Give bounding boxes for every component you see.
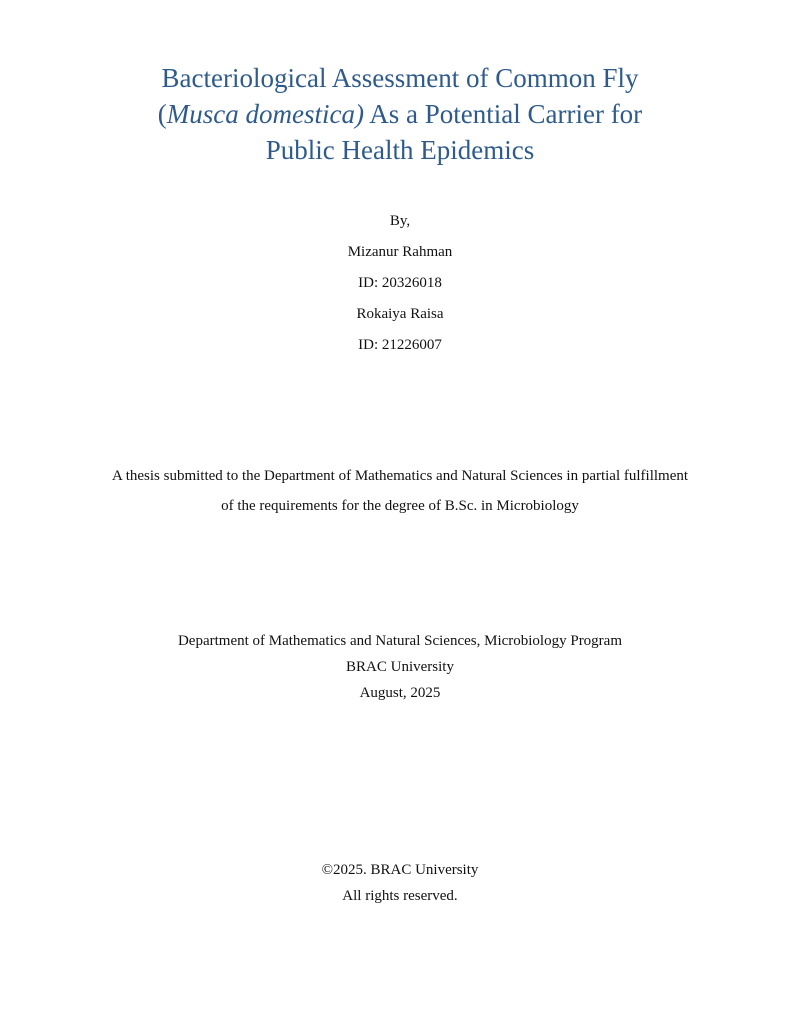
author-1-name: Mizanur Rahman <box>347 244 453 260</box>
copyright-block <box>0 857 800 909</box>
copyright-notice: ©2025. BRAC University <box>321 862 479 878</box>
title-line-2 <box>0 96 800 132</box>
author-block <box>0 210 800 365</box>
rights-reserved: All rights reserved. <box>342 888 458 904</box>
author-1-id: ID: 20326018 <box>358 275 442 291</box>
thesis-title <box>0 60 800 168</box>
statement-line-1: A thesis submitted to the Department of Mathematics and Natural Sciences in partial fulfillment <box>111 468 689 484</box>
by-label: By, <box>389 213 411 229</box>
author-2-name: Rokaiya Raisa <box>356 306 444 322</box>
title-line-2-rest: As a Potential Carrier for <box>364 99 643 129</box>
statement-line-2: of the requirements for the degree of B.Sc. in Microbiology <box>221 498 579 514</box>
title-species-name: Musca domestica) <box>166 99 364 129</box>
author-2-id: ID: 21226007 <box>358 337 442 353</box>
title-line-3: Public Health Epidemics <box>265 135 535 165</box>
title-line-1: Bacteriological Assessment of Common Fly <box>161 63 639 93</box>
department-block <box>0 628 800 706</box>
submission-date: August, 2025 <box>359 685 441 701</box>
university-name: BRAC University <box>346 659 454 675</box>
department-name: Department of Mathematics and Natural Sciences, Microbiology Program <box>177 633 623 649</box>
thesis-statement <box>0 461 800 521</box>
title-open-paren: ( <box>157 99 167 129</box>
